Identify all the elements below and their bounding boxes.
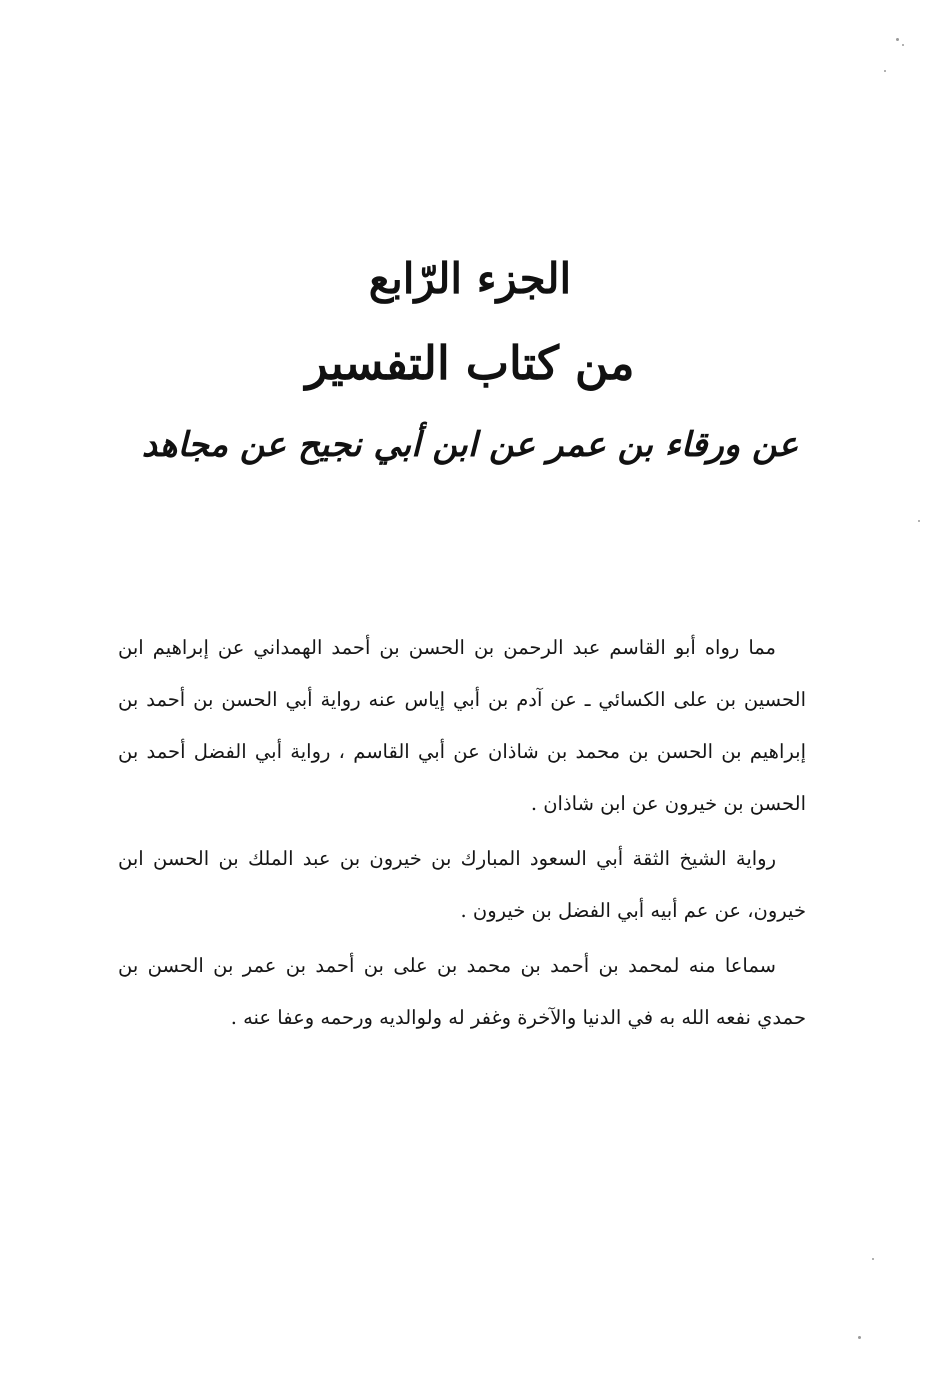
part-heading: الجزء الرّابع (368, 254, 572, 303)
book-heading: من كتاب التفسير (305, 336, 635, 390)
chain-heading: عن ورقاء بن عمر عن ابن أبي نجيح عن مجاهد (141, 425, 799, 465)
paragraph-3: سماعا منه لمحمد بن أحمد بن محمد بن على بن أحمد بن عمر بن الحسن بن حمدي نفعه الله به في الدنيا والآخرة وغفر له ولوالديه ورحمه وعفا عنه . (118, 954, 806, 1029)
paragraph-1: مما رواه أبو القاسم عبد الرحمن بن الحسن بن أحمد الهمداني عن إبراهيم ابن الحسين بن على الكسائي ـ عن آدم بن أبي إياس عنه رواية أبي الحسن بن أحمد بن إبراهيم بن الحسن بن محمد بن شاذان عن أبي القاسم ، رواية أبي الفضل أحمد بن الحسن بن خيرون عن ابن شاذان . (118, 636, 806, 815)
title-block (120, 250, 820, 465)
body-text (118, 622, 806, 1044)
paragraph-2: رواية الشيخ الثقة أبي السعود المبارك بن خيرون بن عبد الملك بن الحسن ابن خيرون، عن عم أبيه أبي الفضل بن خيرون . (118, 847, 806, 922)
